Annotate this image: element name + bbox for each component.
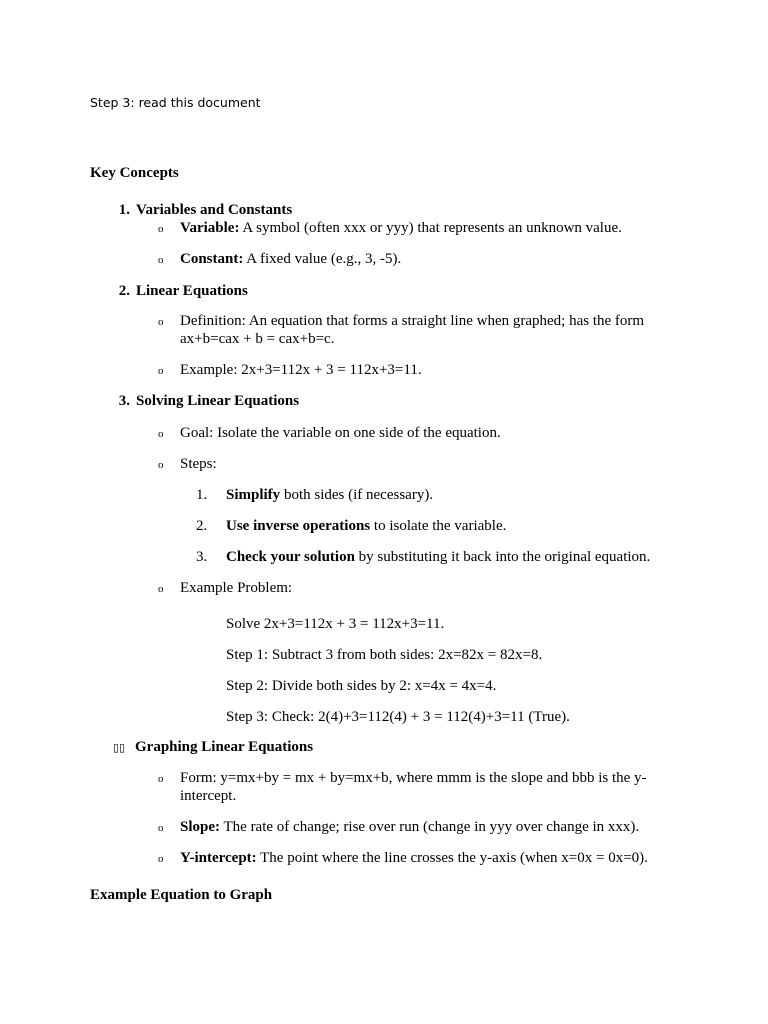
item-text: The rate of change; rise over run (change in yyy over change in xxx).: [220, 819, 640, 835]
item-text: Example: 2x+3=112x + 3 = 112x+3=11.: [180, 362, 422, 378]
list-item: [158, 849, 648, 868]
item-bold-label: Y-intercept:: [180, 850, 257, 866]
item-text: Form: y=mx+by = mx + by=mx+b, where mmm is the slope and bbb is the y-intercept.: [180, 770, 647, 804]
missing-glyph-icon: ▯▯: [113, 741, 126, 754]
item-text: Example Problem:: [180, 580, 293, 596]
list-item: [158, 579, 293, 598]
list-item: [158, 424, 501, 443]
step-text: to isolate the variable.: [370, 518, 507, 534]
section-3-number: 3.: [118, 393, 130, 409]
list-item: [158, 219, 622, 238]
item-bold-label: Variable:: [180, 220, 240, 236]
section-1-title: Variables and Constants: [136, 202, 293, 218]
step-bold-label: Simplify: [226, 487, 281, 503]
item-bold-label: Constant:: [180, 251, 244, 267]
step-text: by substituting it back into the original equation.: [354, 549, 651, 565]
step-number: 3.: [196, 549, 208, 565]
section-2-number: 2.: [118, 283, 130, 299]
item-text: The point where the line crosses the y-axis (when x=0x = 0x=0).: [256, 850, 648, 866]
list-item: [158, 455, 217, 474]
footer-heading: Example Equation to Graph: [90, 887, 273, 903]
section-1-number: 1.: [118, 202, 130, 218]
bullet-marker: o: [158, 853, 164, 865]
bullet-marker: o: [158, 773, 164, 785]
item-text: Goal: Isolate the variable on one side of the equation.: [180, 425, 501, 441]
step-number: 1.: [196, 487, 208, 503]
bullet-marker: o: [158, 316, 164, 328]
step-bold-label: Check your solution: [226, 549, 355, 565]
list-item: [158, 818, 640, 837]
section-1-title-row: [108, 201, 292, 219]
intro-text: Step 3: read this document: [90, 95, 261, 110]
bullet-marker: o: [158, 365, 164, 377]
step-item: [196, 517, 507, 535]
section-2-title-row: [108, 282, 248, 300]
bullet-marker: o: [158, 459, 164, 471]
example-line: Solve 2x+3=112x + 3 = 112x+3=11.: [226, 616, 445, 632]
example-line: Step 1: Subtract 3 from both sides: 2x=82x = 82x=8.: [226, 647, 543, 663]
item-text: Steps:: [180, 456, 217, 472]
bullet-marker: o: [158, 583, 164, 595]
section-2-title: Linear Equations: [136, 283, 248, 299]
list-item: [158, 312, 645, 347]
item-text: Definition: An equation that forms a straight line when graphed; has the form ax+b=cax + b = cax+b=c.: [180, 313, 645, 347]
step-number: 2.: [196, 518, 208, 534]
item-text: A symbol (often xxx or yyy) that represents an unknown value.: [239, 220, 622, 236]
section-4-title: Graphing Linear Equations: [135, 739, 314, 755]
item-bold-label: Slope:: [180, 819, 221, 835]
step-text: both sides (if necessary).: [280, 487, 434, 503]
step-bold-label: Use inverse operations: [226, 518, 371, 534]
page-heading: Key Concepts: [90, 165, 179, 181]
step-item: [196, 486, 434, 504]
bullet-marker: o: [158, 223, 164, 235]
item-text: A fixed value (e.g., 3, -5).: [243, 251, 402, 267]
list-item: [158, 250, 402, 269]
section-3-title-row: [108, 392, 299, 410]
example-line: Step 2: Divide both sides by 2: x=4x = 4x=4.: [226, 678, 497, 694]
example-line: Step 3: Check: 2(4)+3=112(4) + 3 = 112(4)+3=11 (True).: [226, 709, 570, 725]
step-item: [196, 548, 651, 566]
bullet-marker: o: [158, 254, 164, 266]
list-item: [158, 361, 422, 380]
list-item: [158, 769, 647, 804]
section-3-title: Solving Linear Equations: [136, 393, 300, 409]
bullet-marker: o: [158, 428, 164, 440]
bullet-marker: o: [158, 822, 164, 834]
section-4-title-row: [113, 738, 314, 757]
